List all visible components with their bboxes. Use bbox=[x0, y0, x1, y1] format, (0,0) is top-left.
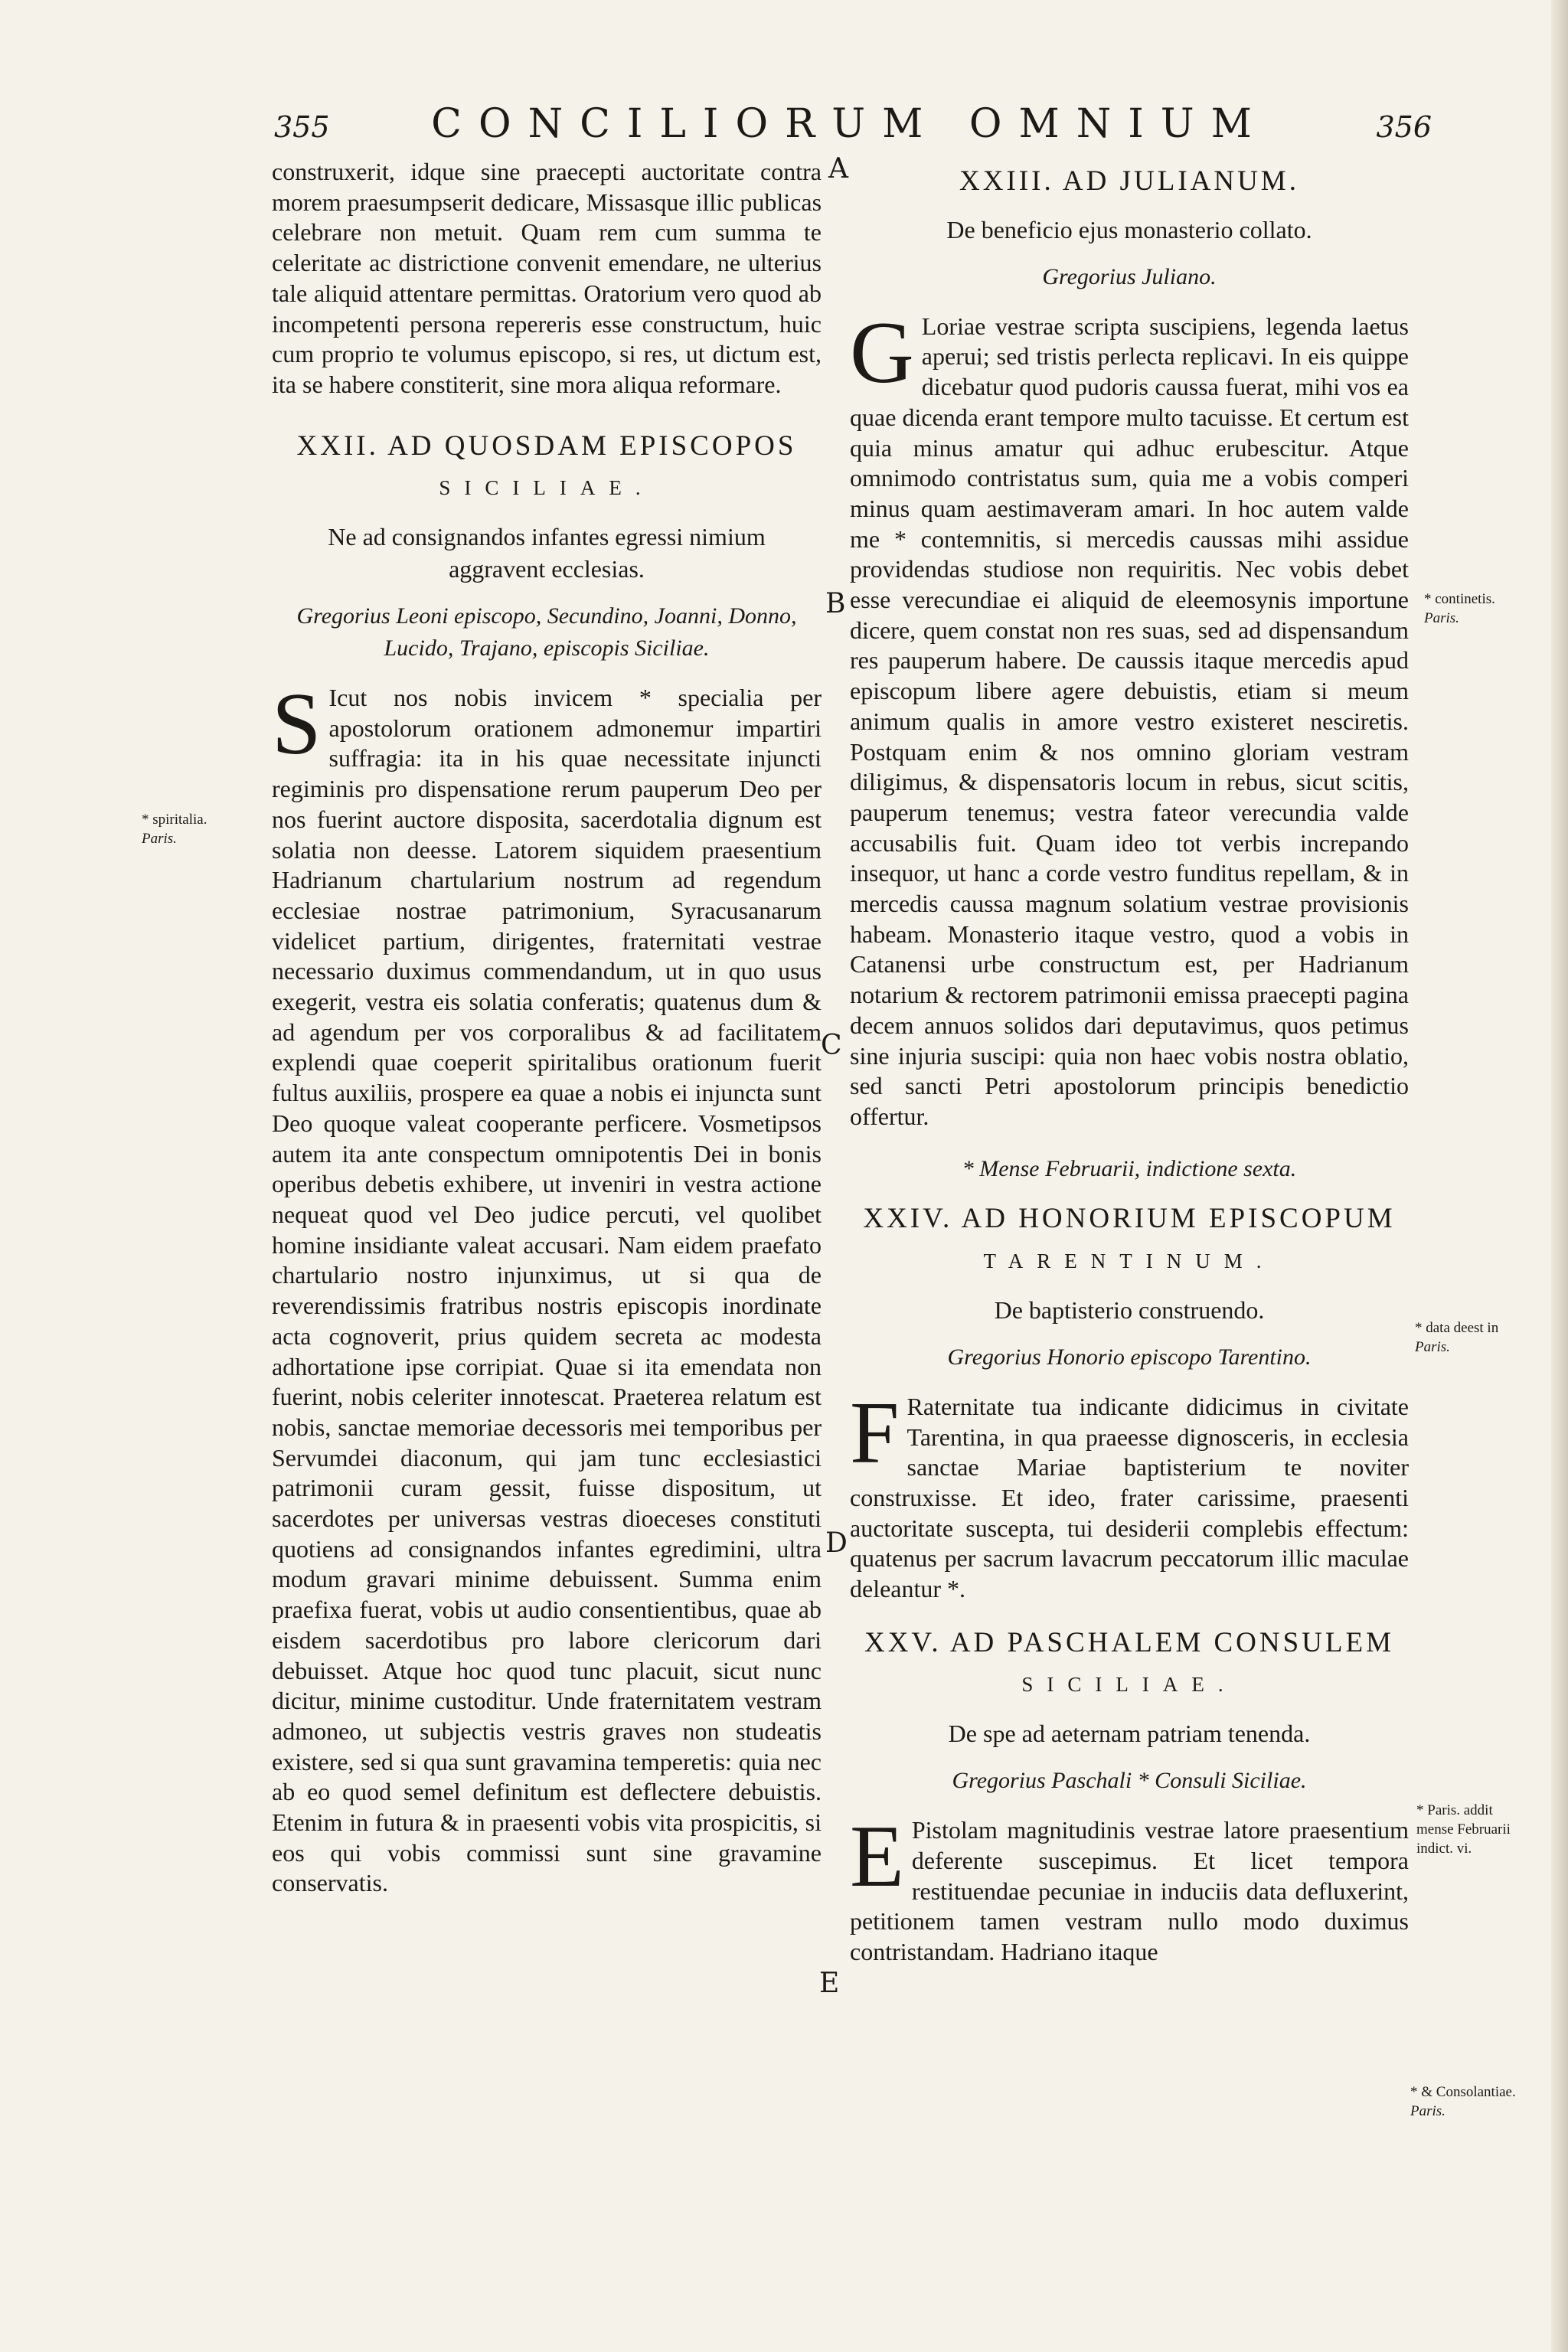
letter-text: Loriae vestrae scripta suscipiens, legenda laetus aperui; sed tristis perlecta replicavi. In eis quippe dicebatur quod pudoris caussa fuerat, mihi vos ea quae dicenda erant tempore multo tacuisse. Et certum est quia minus amatur qui adhuc erubescitur. Atque omnimodo contristatus sum, quia me a vobis comperi minus quam aestimaveram amari. In hoc autem valde me * contemnitis, si mercedis caussas mihi assidue providendas studiose non requiritis. Nec vobis debet esse verecundiae ei aliquid de eleemosynis importune dicere, quem constat non res suas, sed ad dispensandum res pauperum habere. De caussis itaque mercedis apud episcopum libere agere debuistis, etiam si meum animum qualis in amore vestro existeret nesciretis. Postquam enim & nos omnino gloriam vestram diligimus, & dispensatoris locum in rebus, sicut scitis, pauperum tenemus; vestra fateor verecundia valde accusabilis fuit. Quam ideo tot verbis increpando insequor, ut hanc a corde vestro funditus repellam, & in mercedis caussa magnum solatium vestrae provisionis habeam. Monasterio itaque vestro, quod a vobis in Catanensi urbe constructum est, per Hadrianum notarium & rectorem patrimonii emissa praecepti pagina decem annuos solidos dari deputavimus, quos petimus sine injuria suscipi: quia non haec vobis nostra oblatio, sed sancti Petri apostolorum principis benedictio offertur. bbox=[850, 312, 1409, 1130]
letter-address-xxv: Gregorius Paschali * Consuli Siciliae. bbox=[952, 1768, 1307, 1794]
margin-note-continetis: * continetis. Paris. bbox=[1424, 591, 1495, 626]
drop-cap: S bbox=[272, 675, 322, 774]
margin-letter-d: D bbox=[825, 1527, 848, 1559]
drop-cap: F bbox=[850, 1383, 900, 1482]
margin-note-data-deest: * data deest in Paris. bbox=[1415, 1320, 1499, 1355]
letter-subject-xxiii: De beneficio ejus monasterio collato. bbox=[946, 215, 1312, 243]
letter-body-xxiv bbox=[850, 1383, 1409, 1605]
letter-body-xxv bbox=[850, 1808, 1409, 1968]
margin-note-addit: * Paris. addit mense Februarii indict. vi. bbox=[1416, 1802, 1511, 1857]
letter-body-xxii bbox=[272, 675, 822, 1899]
letter-text: Pistolam magnitudinis vestrae latore praesentium deferente suscepimus. Et licet tempora restituendae pecuniae in induciis data defluxerint, petitionem tamen vestram nullo modo duximus contristandam. Hadriano itaque bbox=[850, 1816, 1409, 1965]
letter-date: * Mense Februarii, indictione sexta. bbox=[962, 1155, 1297, 1181]
drop-cap: E bbox=[850, 1808, 904, 1906]
page-number-left: 355 bbox=[274, 110, 330, 144]
letter-address-xxiii: Gregorius Juliano. bbox=[1042, 263, 1217, 289]
margin-letter-e: E bbox=[819, 1968, 840, 1999]
running-title: CONCILIORUM OMNIUM bbox=[431, 101, 1269, 147]
right-column bbox=[850, 157, 1409, 1968]
running-header bbox=[268, 100, 1432, 153]
margin-letter-b: B bbox=[825, 588, 846, 619]
margin-note-consolantiae: * & Consolantiae. Paris. bbox=[1410, 2084, 1516, 2119]
letter-text: Icut nos nobis invicem * specialia per apostolorum orationem admonemur impartiri suffragia: ita in his quae necessitate injuncti regiminis pro dispensatione rerum pauperum Deo per nos fuerint auctore disposita, sacerdotalia dignum est solatia non deesse. Latorem siquidem praesentium Hadrianum chartularium nostrum ad regendum ecclesiae nostrae patrimonium, Syracusanarum videlicet partium, dirigentes, fraternitati vestrae necessario duximus commendandum, ut in quo usus exegerit, vestra eis solatia conferatis; quatenus dum & ad agendum per vos corporalibus & ad facilitatem explendi quae coeperit spiritalibus orationum fuerit fultus auxiliis, prospere ea quae a nobis ei injuncta sunt Deo quoque valeat cooperante perficere. Vosmetipsos autem ita ante conspectum omnipotentis Dei in bonis operibus debetis exhibere, ut inveniri in vestra actione nequeat quod vel Deo judice percuti, vel quolibet homine insidiante valeat accusari. Nam eidem praefato chartulario nostro injunximus, ut si qua de reverendissimis fratribus nostris episcopis inordinate acta cognoverit, prius quidem secreta ac modesta adhortatione ipse corripiat. Quae si ita emendata non fuerint, nobis celeriter innotescat. Praeterea relatum est nobis, sanctae memoriae decessoris mei temporibus per Servumdei diaconum, qui jam tunc ecclesiastici patrimonii curam gessit, fuisse dispositum, ut sacerdotes per universas vestras dioeceses constituti quotiens ad consignandos infantes egredimini, ultra modum gravari minime debuissent. Summa enim praefixa fuerat, vobis ut audio consentientibus, quae ab eisdem sacerdotibus pro labore clericorum dari debuisset. Atque hoc quod tunc placuit, sicut nunc dicitur, minime custoditur. Unde fraternitatem vestram admoneo, ut subjectis vestris graves non studeatis existere, sed si qua sunt gravamina temperetis: quia nec ab eo quod semel definitum est deflectere debuistis. Etenim in futura & in praesenti vobis vita prospicitis, si eos qui vobis commissi sunt sine gravamine conservatis. bbox=[272, 684, 822, 1897]
letter-subject-xxiv: De baptisterio construendo. bbox=[994, 1295, 1265, 1324]
letter-region-xxv: SICILIAE. bbox=[1021, 1673, 1237, 1697]
left-column bbox=[272, 157, 822, 1899]
letter-text: Raternitate tua indicante didicimus in civitate Tarentina, in qua praeesse dignosceris, in ecclesia sanctae Mariae baptisterium te noviter construxisse. Et ideo, frater carissime, praesenti auctoritate suscepta, tui desiderii complebis effectum: quatenus per sacrum lavacrum peccatorum illic maculae deleantur *. bbox=[850, 1392, 1409, 1603]
letter-region-xxii: SICILIAE. bbox=[439, 476, 655, 500]
margin-letter-c: C bbox=[821, 1030, 842, 1061]
letter-heading-xxv: XXV. AD PASCHALEM CONSULEM bbox=[864, 1626, 1394, 1658]
letter-body-xxiii bbox=[850, 303, 1409, 1132]
margin-note-spiritalia: * spiritalia. Paris. bbox=[142, 812, 207, 847]
page-number-right: 356 bbox=[1376, 110, 1432, 144]
drop-cap: G bbox=[850, 303, 914, 402]
letter-heading-xxiv: XXIV. AD HONORIUM EPISCOPUM bbox=[863, 1203, 1396, 1235]
letter-heading-xxiii: XXIII. AD JULIANUM. bbox=[959, 165, 1299, 197]
letter-address-xxiv: Gregorius Honorio episcopo Tarentino. bbox=[947, 1344, 1312, 1370]
letter-region-xxiv: TARENTINUM. bbox=[983, 1250, 1276, 1273]
page-edge bbox=[1551, 0, 1568, 2352]
letter-subject-xxii: Ne ad consignandos infantes egressi nimium aggravent ecclesias. bbox=[328, 523, 766, 583]
continued-letter-text: construxerit, idque sine praecepti auctoritate contra morem praesumpserit dedicare, Missasque illic publicas celebrare non metuit. Quam rem cum summa te celeritate ac districtione convenit emendare, ne ulterius tale aliquid attentare permittas. Oratorium vero quod ab incompetenti persona repereris esse constructum, huic cum proprio te volumus episcopo, si res, ut dictum est, ita se habere constiterit, sine mora aliqua reformare. bbox=[272, 158, 822, 398]
letter-subject-xxv: De spe ad aeternam patriam tenenda. bbox=[948, 1720, 1311, 1748]
letter-heading-xxii: XXII. AD QUOSDAM EPISCOPOS bbox=[296, 430, 797, 462]
letter-address-xxii: Gregorius Leoni episcopo, Secundino, Joanni, Donno, Lucido, Trajano, episcopis Siciliae. bbox=[296, 603, 797, 662]
margin-letter-a: A bbox=[828, 153, 848, 185]
